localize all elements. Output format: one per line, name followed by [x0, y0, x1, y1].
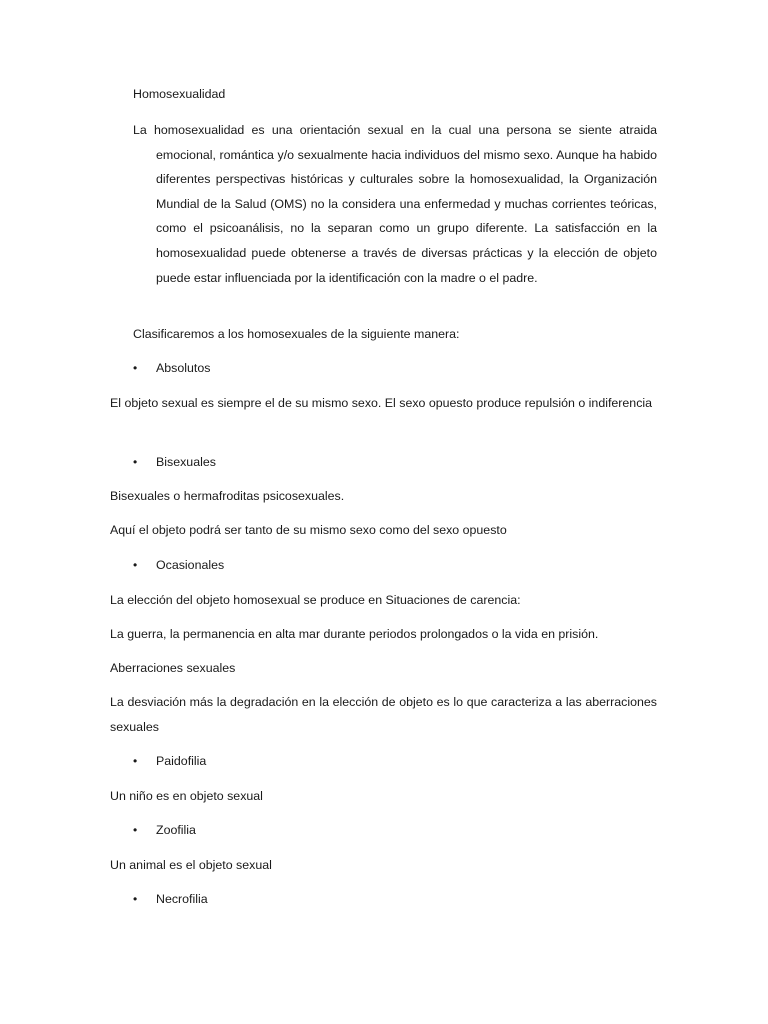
bullet-label: Necrofilia [156, 892, 208, 906]
bisexuales-description-1: Bisexuales o hermafroditas psicosexuales. [110, 489, 345, 503]
list-item [133, 553, 224, 578]
paidofilia-description: Un niño es en objeto sexual [110, 789, 263, 803]
bullet-icon: • [133, 754, 138, 768]
absolutos-description: El objeto sexual es siempre el de su mismo sexo. El sexo opuesto produce repulsión o indiferencia [110, 396, 653, 410]
aberraciones-definition: La desviación más la degradación en la elección de objeto es lo que caracteriza a las aberraciones sexuales [110, 695, 657, 734]
bullet-icon: • [133, 823, 138, 837]
bullet-icon: • [133, 892, 138, 906]
bullet-icon: • [133, 558, 138, 572]
bullet-icon: • [133, 361, 138, 375]
list-item [133, 749, 206, 774]
list-item [133, 887, 208, 912]
heading-homosexualidad: Homosexualidad [133, 87, 226, 101]
zoofilia-description: Un animal es el objeto sexual [110, 858, 272, 872]
bullet-label: Bisexuales [156, 455, 216, 469]
list-item [133, 450, 216, 475]
bullet-label: Absolutos [156, 361, 211, 375]
bisexuales-description-2: Aquí el objeto podrá ser tanto de su mismo sexo como del sexo opuesto [110, 523, 507, 537]
ocasionales-description-1: La elección del objeto homosexual se produce en Situaciones de carencia: [110, 593, 521, 607]
classification-intro: Clasificaremos a los homosexuales de la siguiente manera: [133, 327, 460, 341]
bullet-label: Zoofilia [156, 823, 196, 837]
bullet-label: Paidofilia [156, 754, 207, 768]
bullet-icon: • [133, 455, 138, 469]
list-item [133, 356, 210, 381]
definition-paragraph: La homosexualidad es una orientación sexual en la cual una persona se siente atraida emocional, romántica y/o sexualmente hacia individuos del mismo sexo. Aunque ha habido diferentes perspectivas históricas y culturales sobre la homosexualidad, la Organización Mundial de la Salud (OMS) no la considera una enfermedad y muchas corrientes teóricas, como el psicoanálisis, no la separan como un grupo diferente. La satisfacción en la homosexualidad puede obtenerse a través de diversas prácticas y la elección de objeto puede estar influenciada por la identificación con la madre o el padre. [133, 123, 657, 285]
heading-aberraciones-sexuales: Aberraciones sexuales [110, 661, 236, 675]
ocasionales-description-2: La guerra, la permanencia en alta mar durante periodos prolongados o la vida en prisión. [110, 627, 599, 641]
bullet-label: Ocasionales [156, 558, 225, 572]
list-item [133, 818, 196, 843]
